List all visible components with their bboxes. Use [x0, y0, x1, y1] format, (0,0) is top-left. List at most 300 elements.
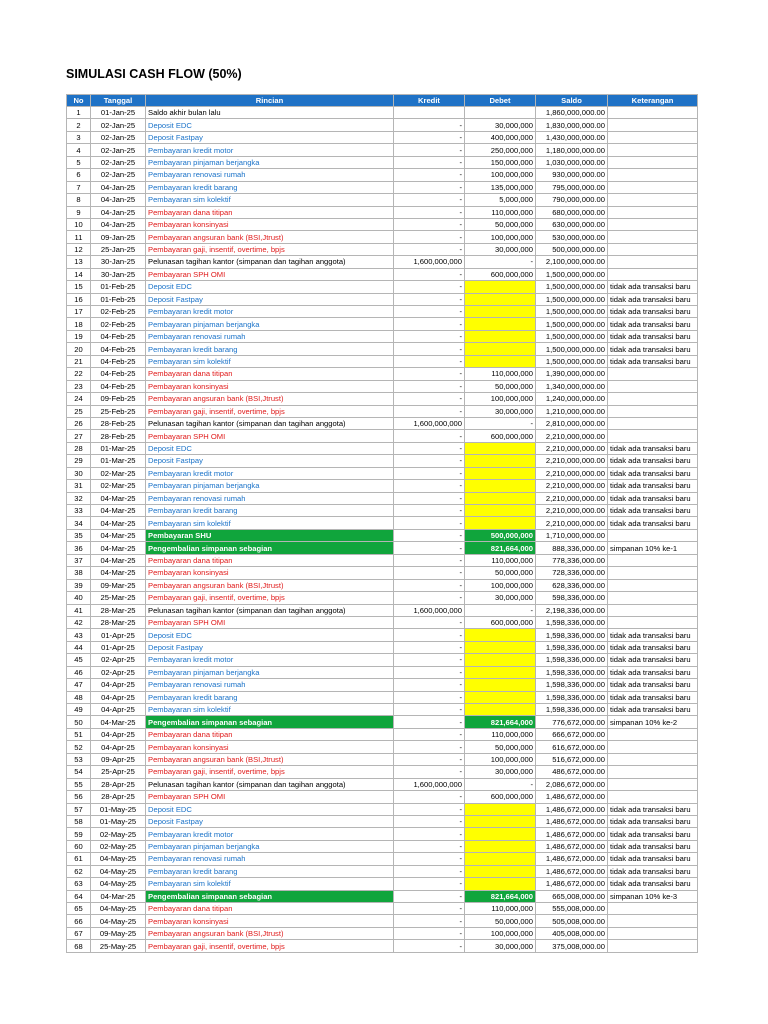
cell-kredit[interactable]: - — [394, 467, 465, 479]
cell-saldo[interactable]: 2,210,000,000.00 — [536, 442, 608, 454]
cell-debet[interactable]: 100,000,000 — [465, 579, 536, 591]
cell-tanggal[interactable]: 09-Jan-25 — [91, 231, 146, 243]
cell-tanggal[interactable]: 02-Jan-25 — [91, 131, 146, 143]
cell-tanggal[interactable]: 04-Mar-25 — [91, 505, 146, 517]
cell-keterangan[interactable] — [608, 417, 698, 429]
cell-kredit[interactable]: - — [394, 579, 465, 591]
cell-saldo[interactable]: 598,336,000.00 — [536, 592, 608, 604]
cell-keterangan[interactable]: tidak ada transaksi baru — [608, 442, 698, 454]
cell-rincian[interactable]: Pembayaran SPH OMI — [146, 268, 394, 280]
cell-kredit[interactable]: - — [394, 505, 465, 517]
cell-no[interactable]: 33 — [67, 505, 91, 517]
cell-tanggal[interactable]: 04-Jan-25 — [91, 206, 146, 218]
cell-no[interactable]: 9 — [67, 206, 91, 218]
cell-no[interactable]: 3 — [67, 131, 91, 143]
cell-keterangan[interactable] — [608, 940, 698, 952]
cell-keterangan[interactable]: tidak ada transaksi baru — [608, 641, 698, 653]
cell-keterangan[interactable] — [608, 243, 698, 255]
cell-rincian[interactable]: Pembayaran konsinyasi — [146, 915, 394, 927]
cell-debet[interactable]: 50,000,000 — [465, 915, 536, 927]
cell-no[interactable]: 68 — [67, 940, 91, 952]
cell-kredit[interactable]: - — [394, 666, 465, 678]
cell-keterangan[interactable]: tidak ada transaksi baru — [608, 828, 698, 840]
cell-saldo[interactable]: 1,500,000,000.00 — [536, 281, 608, 293]
header-rincian[interactable]: Rincian — [146, 95, 394, 107]
cell-tanggal[interactable]: 02-Apr-25 — [91, 666, 146, 678]
cell-keterangan[interactable] — [608, 766, 698, 778]
cell-rincian[interactable]: Pembayaran angsuran bank (BSI,Jtrust) — [146, 231, 394, 243]
cell-saldo[interactable]: 795,000,000.00 — [536, 181, 608, 193]
cell-kredit[interactable]: - — [394, 119, 465, 131]
cell-saldo[interactable]: 2,086,672,000.00 — [536, 778, 608, 790]
cell-no[interactable]: 63 — [67, 878, 91, 890]
cell-no[interactable]: 42 — [67, 616, 91, 628]
cell-rincian[interactable]: Deposit Fastpay — [146, 131, 394, 143]
cell-rincian[interactable]: Pembayaran angsuran bank (BSI,Jtrust) — [146, 927, 394, 939]
cell-keterangan[interactable] — [608, 368, 698, 380]
cell-kredit[interactable]: - — [394, 753, 465, 765]
header-debet[interactable]: Debet — [465, 95, 536, 107]
cell-tanggal[interactable]: 04-Feb-25 — [91, 330, 146, 342]
cell-saldo[interactable]: 888,336,000.00 — [536, 542, 608, 554]
cell-rincian[interactable]: Pembayaran kredit motor — [146, 144, 394, 156]
cell-tanggal[interactable]: 25-May-25 — [91, 940, 146, 952]
cell-tanggal[interactable]: 28-Mar-25 — [91, 604, 146, 616]
cell-rincian[interactable]: Pembayaran kredit barang — [146, 865, 394, 877]
cell-kredit[interactable]: - — [394, 741, 465, 753]
cell-kredit[interactable]: - — [394, 567, 465, 579]
cell-tanggal[interactable]: 09-Apr-25 — [91, 753, 146, 765]
cell-tanggal[interactable]: 01-Feb-25 — [91, 281, 146, 293]
cell-keterangan[interactable] — [608, 380, 698, 392]
cell-kredit[interactable]: - — [394, 144, 465, 156]
cell-keterangan[interactable]: tidak ada transaksi baru — [608, 691, 698, 703]
cell-rincian[interactable]: Pembayaran renovasi rumah — [146, 492, 394, 504]
cell-keterangan[interactable] — [608, 592, 698, 604]
cell-keterangan[interactable]: tidak ada transaksi baru — [608, 517, 698, 529]
cell-debet[interactable]: 100,000,000 — [465, 753, 536, 765]
cell-rincian[interactable]: Pembayaran kredit motor — [146, 828, 394, 840]
cell-debet[interactable]: 30,000,000 — [465, 243, 536, 255]
cell-debet[interactable]: 30,000,000 — [465, 119, 536, 131]
cell-debet[interactable]: 500,000,000 — [465, 529, 536, 541]
cell-keterangan[interactable]: tidak ada transaksi baru — [608, 355, 698, 367]
cell-tanggal[interactable]: 01-May-25 — [91, 803, 146, 815]
cell-no[interactable]: 15 — [67, 281, 91, 293]
cell-no[interactable]: 11 — [67, 231, 91, 243]
cell-no[interactable]: 23 — [67, 380, 91, 392]
cell-no[interactable]: 12 — [67, 243, 91, 255]
cell-keterangan[interactable] — [608, 903, 698, 915]
cell-keterangan[interactable]: tidak ada transaksi baru — [608, 281, 698, 293]
cell-saldo[interactable]: 1,500,000,000.00 — [536, 306, 608, 318]
cell-no[interactable]: 64 — [67, 890, 91, 902]
cell-saldo[interactable]: 1,486,672,000.00 — [536, 878, 608, 890]
cell-rincian[interactable]: Pembayaran angsuran bank (BSI,Jtrust) — [146, 753, 394, 765]
cell-saldo[interactable]: 375,008,000.00 — [536, 940, 608, 952]
cell-keterangan[interactable]: tidak ada transaksi baru — [608, 666, 698, 678]
cell-keterangan[interactable] — [608, 579, 698, 591]
cell-no[interactable]: 32 — [67, 492, 91, 504]
cell-no[interactable]: 55 — [67, 778, 91, 790]
cell-kredit[interactable]: - — [394, 803, 465, 815]
cell-rincian[interactable]: Pembayaran pinjaman berjangka — [146, 840, 394, 852]
cell-rincian[interactable]: Pembayaran renovasi rumah — [146, 330, 394, 342]
cell-no[interactable]: 30 — [67, 467, 91, 479]
cell-kredit[interactable]: - — [394, 194, 465, 206]
cell-rincian[interactable]: Pembayaran pinjaman berjangka — [146, 156, 394, 168]
cell-rincian[interactable]: Pembayaran pinjaman berjangka — [146, 480, 394, 492]
cell-kredit[interactable]: - — [394, 306, 465, 318]
header-saldo[interactable]: Saldo — [536, 95, 608, 107]
cell-kredit[interactable]: - — [394, 405, 465, 417]
cell-keterangan[interactable]: tidak ada transaksi baru — [608, 306, 698, 318]
cell-kredit[interactable]: - — [394, 480, 465, 492]
cell-rincian[interactable]: Pengembalian simpanan sebagian — [146, 542, 394, 554]
cell-debet[interactable]: 30,000,000 — [465, 592, 536, 604]
cell-keterangan[interactable] — [608, 206, 698, 218]
cell-rincian[interactable]: Pembayaran kredit barang — [146, 691, 394, 703]
cell-debet[interactable] — [465, 455, 536, 467]
cell-tanggal[interactable]: 04-Apr-25 — [91, 704, 146, 716]
cell-tanggal[interactable]: 04-Mar-25 — [91, 890, 146, 902]
cell-no[interactable]: 7 — [67, 181, 91, 193]
cell-rincian[interactable]: Deposit Fastpay — [146, 455, 394, 467]
cell-tanggal[interactable]: 04-May-25 — [91, 878, 146, 890]
cell-kredit[interactable]: - — [394, 940, 465, 952]
cell-tanggal[interactable]: 02-Mar-25 — [91, 467, 146, 479]
cell-no[interactable]: 27 — [67, 430, 91, 442]
cell-keterangan[interactable]: tidak ada transaksi baru — [608, 815, 698, 827]
cell-debet[interactable]: 600,000,000 — [465, 616, 536, 628]
cell-tanggal[interactable]: 09-May-25 — [91, 927, 146, 939]
cell-kredit[interactable]: - — [394, 206, 465, 218]
cell-kredit[interactable]: - — [394, 641, 465, 653]
cell-saldo[interactable]: 1,500,000,000.00 — [536, 343, 608, 355]
cell-no[interactable]: 62 — [67, 865, 91, 877]
cell-keterangan[interactable]: tidak ada transaksi baru — [608, 467, 698, 479]
cell-keterangan[interactable]: tidak ada transaksi baru — [608, 679, 698, 691]
cell-rincian[interactable]: Deposit EDC — [146, 119, 394, 131]
cell-no[interactable]: 65 — [67, 903, 91, 915]
cell-rincian[interactable]: Pembayaran sim kolektif — [146, 517, 394, 529]
cell-no[interactable]: 46 — [67, 666, 91, 678]
cell-keterangan[interactable]: tidak ada transaksi baru — [608, 343, 698, 355]
cell-debet[interactable]: - — [465, 604, 536, 616]
cell-rincian[interactable]: Deposit EDC — [146, 442, 394, 454]
cell-kredit[interactable]: - — [394, 131, 465, 143]
cell-debet[interactable] — [465, 641, 536, 653]
cell-no[interactable]: 8 — [67, 194, 91, 206]
cell-keterangan[interactable] — [608, 131, 698, 143]
cell-tanggal[interactable]: 28-Apr-25 — [91, 791, 146, 803]
cell-kredit[interactable]: - — [394, 492, 465, 504]
cell-keterangan[interactable] — [608, 194, 698, 206]
cell-no[interactable]: 19 — [67, 330, 91, 342]
cell-tanggal[interactable]: 04-Feb-25 — [91, 380, 146, 392]
cell-keterangan[interactable] — [608, 181, 698, 193]
cell-kredit[interactable]: 1,600,000,000 — [394, 604, 465, 616]
cell-rincian[interactable]: Pembayaran gaji, insentif, overtime, bpjs — [146, 766, 394, 778]
cell-debet[interactable] — [465, 803, 536, 815]
cell-debet[interactable]: 821,664,000 — [465, 890, 536, 902]
cell-keterangan[interactable] — [608, 169, 698, 181]
cell-saldo[interactable]: 2,210,000,000.00 — [536, 517, 608, 529]
cell-keterangan[interactable]: simpanan 10% ke-1 — [608, 542, 698, 554]
cell-tanggal[interactable]: 30-Jan-25 — [91, 268, 146, 280]
cell-tanggal[interactable]: 28-Feb-25 — [91, 430, 146, 442]
cell-saldo[interactable]: 1,500,000,000.00 — [536, 330, 608, 342]
cell-rincian[interactable]: Pelunasan tagihan kantor (simpanan dan tagihan anggota) — [146, 256, 394, 268]
cell-debet[interactable] — [465, 107, 536, 119]
cell-keterangan[interactable]: tidak ada transaksi baru — [608, 853, 698, 865]
cell-keterangan[interactable]: tidak ada transaksi baru — [608, 480, 698, 492]
cell-kredit[interactable]: - — [394, 691, 465, 703]
cell-no[interactable]: 6 — [67, 169, 91, 181]
cell-tanggal[interactable]: 28-Mar-25 — [91, 616, 146, 628]
cell-saldo[interactable]: 2,210,000,000.00 — [536, 467, 608, 479]
cell-saldo[interactable]: 778,336,000.00 — [536, 554, 608, 566]
cell-rincian[interactable]: Pelunasan tagihan kantor (simpanan dan tagihan anggota) — [146, 604, 394, 616]
cell-debet[interactable] — [465, 306, 536, 318]
cell-rincian[interactable]: Pembayaran SHU — [146, 529, 394, 541]
cell-tanggal[interactable]: 02-Mar-25 — [91, 480, 146, 492]
cell-no[interactable]: 16 — [67, 293, 91, 305]
cell-keterangan[interactable]: simpanan 10% ke-3 — [608, 890, 698, 902]
cell-kredit[interactable]: - — [394, 927, 465, 939]
cell-saldo[interactable]: 500,000,000.00 — [536, 243, 608, 255]
cell-debet[interactable]: 821,664,000 — [465, 542, 536, 554]
cell-no[interactable]: 49 — [67, 704, 91, 716]
cell-tanggal[interactable]: 04-Mar-25 — [91, 529, 146, 541]
cell-debet[interactable] — [465, 679, 536, 691]
cell-keterangan[interactable] — [608, 218, 698, 230]
cell-keterangan[interactable] — [608, 604, 698, 616]
cell-debet[interactable] — [465, 480, 536, 492]
cell-rincian[interactable]: Deposit Fastpay — [146, 293, 394, 305]
cell-saldo[interactable]: 2,210,000,000.00 — [536, 430, 608, 442]
cell-debet[interactable] — [465, 878, 536, 890]
cell-saldo[interactable]: 1,598,336,000.00 — [536, 629, 608, 641]
cell-no[interactable]: 24 — [67, 393, 91, 405]
cell-kredit[interactable]: - — [394, 716, 465, 728]
cell-debet[interactable]: - — [465, 256, 536, 268]
cell-no[interactable]: 25 — [67, 405, 91, 417]
cell-tanggal[interactable]: 01-Apr-25 — [91, 629, 146, 641]
cell-rincian[interactable]: Pembayaran gaji, insentif, overtime, bpjs — [146, 405, 394, 417]
cell-rincian[interactable]: Pembayaran angsuran bank (BSI,Jtrust) — [146, 579, 394, 591]
cell-tanggal[interactable]: 04-Apr-25 — [91, 679, 146, 691]
cell-saldo[interactable]: 2,810,000,000.00 — [536, 417, 608, 429]
cell-no[interactable]: 43 — [67, 629, 91, 641]
cell-rincian[interactable]: Pembayaran konsinyasi — [146, 567, 394, 579]
cell-saldo[interactable]: 1,598,336,000.00 — [536, 666, 608, 678]
cell-saldo[interactable]: 1,500,000,000.00 — [536, 268, 608, 280]
cell-no[interactable]: 60 — [67, 840, 91, 852]
cell-rincian[interactable]: Pembayaran kredit motor — [146, 654, 394, 666]
cell-keterangan[interactable] — [608, 144, 698, 156]
cell-kredit[interactable]: - — [394, 380, 465, 392]
cell-no[interactable]: 47 — [67, 679, 91, 691]
cell-keterangan[interactable] — [608, 107, 698, 119]
cell-keterangan[interactable] — [608, 778, 698, 790]
cell-debet[interactable] — [465, 704, 536, 716]
cell-saldo[interactable]: 1,598,336,000.00 — [536, 679, 608, 691]
cell-keterangan[interactable]: tidak ada transaksi baru — [608, 704, 698, 716]
cell-rincian[interactable]: Pengembalian simpanan sebagian — [146, 890, 394, 902]
cell-debet[interactable] — [465, 343, 536, 355]
cell-saldo[interactable]: 1,210,000,000.00 — [536, 405, 608, 417]
cell-tanggal[interactable]: 01-Apr-25 — [91, 641, 146, 653]
cell-tanggal[interactable]: 01-Feb-25 — [91, 293, 146, 305]
cell-tanggal[interactable]: 04-May-25 — [91, 915, 146, 927]
cell-saldo[interactable]: 1,598,336,000.00 — [536, 691, 608, 703]
cell-debet[interactable] — [465, 355, 536, 367]
cell-debet[interactable] — [465, 654, 536, 666]
cell-no[interactable]: 1 — [67, 107, 91, 119]
cell-rincian[interactable]: Deposit EDC — [146, 629, 394, 641]
cell-debet[interactable]: 50,000,000 — [465, 218, 536, 230]
cell-no[interactable]: 2 — [67, 119, 91, 131]
cell-saldo[interactable]: 1,500,000,000.00 — [536, 293, 608, 305]
cell-tanggal[interactable]: 02-Jan-25 — [91, 156, 146, 168]
cell-no[interactable]: 44 — [67, 641, 91, 653]
cell-saldo[interactable]: 486,672,000.00 — [536, 766, 608, 778]
cell-rincian[interactable]: Deposit Fastpay — [146, 815, 394, 827]
cell-rincian[interactable]: Pembayaran sim kolektif — [146, 194, 394, 206]
cell-saldo[interactable]: 680,000,000.00 — [536, 206, 608, 218]
cell-keterangan[interactable]: tidak ada transaksi baru — [608, 330, 698, 342]
cell-rincian[interactable]: Pembayaran kredit barang — [146, 181, 394, 193]
cell-no[interactable]: 20 — [67, 343, 91, 355]
cell-rincian[interactable]: Pembayaran renovasi rumah — [146, 679, 394, 691]
cell-keterangan[interactable] — [608, 616, 698, 628]
cell-tanggal[interactable]: 02-Apr-25 — [91, 654, 146, 666]
cell-saldo[interactable]: 1,598,336,000.00 — [536, 704, 608, 716]
cell-saldo[interactable]: 1,486,672,000.00 — [536, 828, 608, 840]
cell-saldo[interactable]: 1,486,672,000.00 — [536, 815, 608, 827]
cell-keterangan[interactable] — [608, 529, 698, 541]
cell-keterangan[interactable]: tidak ada transaksi baru — [608, 293, 698, 305]
cell-kredit[interactable]: - — [394, 455, 465, 467]
cell-tanggal[interactable]: 04-Mar-25 — [91, 542, 146, 554]
cell-debet[interactable] — [465, 517, 536, 529]
cell-no[interactable]: 26 — [67, 417, 91, 429]
cell-saldo[interactable]: 2,210,000,000.00 — [536, 455, 608, 467]
cell-rincian[interactable]: Deposit EDC — [146, 803, 394, 815]
cell-tanggal[interactable]: 04-May-25 — [91, 903, 146, 915]
cell-no[interactable]: 21 — [67, 355, 91, 367]
cell-tanggal[interactable]: 04-Apr-25 — [91, 741, 146, 753]
cell-rincian[interactable]: Pelunasan tagihan kantor (simpanan dan tagihan anggota) — [146, 778, 394, 790]
cell-keterangan[interactable] — [608, 156, 698, 168]
cell-rincian[interactable]: Pembayaran konsinyasi — [146, 741, 394, 753]
cell-rincian[interactable]: Pembayaran renovasi rumah — [146, 169, 394, 181]
cell-tanggal[interactable]: 02-Feb-25 — [91, 306, 146, 318]
cell-kredit[interactable]: - — [394, 878, 465, 890]
cell-no[interactable]: 56 — [67, 791, 91, 803]
cell-kredit[interactable]: - — [394, 554, 465, 566]
cell-rincian[interactable]: Deposit EDC — [146, 281, 394, 293]
cell-rincian[interactable]: Pembayaran kredit barang — [146, 343, 394, 355]
cell-no[interactable]: 59 — [67, 828, 91, 840]
cell-keterangan[interactable]: tidak ada transaksi baru — [608, 878, 698, 890]
cell-tanggal[interactable]: 04-Jan-25 — [91, 218, 146, 230]
cell-no[interactable]: 38 — [67, 567, 91, 579]
cell-tanggal[interactable]: 04-Feb-25 — [91, 368, 146, 380]
cell-saldo[interactable]: 1,710,000,000.00 — [536, 529, 608, 541]
cell-saldo[interactable]: 1,390,000,000.00 — [536, 368, 608, 380]
cell-kredit[interactable]: - — [394, 293, 465, 305]
cell-debet[interactable]: 110,000,000 — [465, 206, 536, 218]
cell-tanggal[interactable]: 09-Mar-25 — [91, 579, 146, 591]
cell-no[interactable]: 28 — [67, 442, 91, 454]
cell-saldo[interactable]: 516,672,000.00 — [536, 753, 608, 765]
cell-tanggal[interactable]: 04-May-25 — [91, 865, 146, 877]
cell-debet[interactable]: 100,000,000 — [465, 927, 536, 939]
cell-saldo[interactable]: 665,008,000.00 — [536, 890, 608, 902]
cell-debet[interactable] — [465, 666, 536, 678]
cell-rincian[interactable]: Pembayaran kredit barang — [146, 505, 394, 517]
cell-debet[interactable] — [465, 293, 536, 305]
cell-no[interactable]: 39 — [67, 579, 91, 591]
cell-saldo[interactable]: 1,486,672,000.00 — [536, 853, 608, 865]
cell-keterangan[interactable] — [608, 915, 698, 927]
cell-kredit[interactable]: - — [394, 218, 465, 230]
cell-no[interactable]: 34 — [67, 517, 91, 529]
cell-rincian[interactable]: Pembayaran sim kolektif — [146, 704, 394, 716]
cell-tanggal[interactable]: 04-Mar-25 — [91, 567, 146, 579]
cell-kredit[interactable]: - — [394, 791, 465, 803]
cell-no[interactable]: 61 — [67, 853, 91, 865]
cell-keterangan[interactable] — [608, 231, 698, 243]
cell-debet[interactable]: 50,000,000 — [465, 380, 536, 392]
cell-debet[interactable]: - — [465, 417, 536, 429]
cell-debet[interactable]: 600,000,000 — [465, 268, 536, 280]
cell-rincian[interactable]: Pembayaran gaji, insentif, overtime, bpjs — [146, 243, 394, 255]
cell-saldo[interactable]: 628,336,000.00 — [536, 579, 608, 591]
cell-rincian[interactable]: Pembayaran renovasi rumah — [146, 853, 394, 865]
cell-saldo[interactable]: 1,500,000,000.00 — [536, 355, 608, 367]
cell-tanggal[interactable]: 02-May-25 — [91, 840, 146, 852]
cell-no[interactable]: 48 — [67, 691, 91, 703]
cell-tanggal[interactable]: 01-Jan-25 — [91, 107, 146, 119]
cell-rincian[interactable]: Deposit Fastpay — [146, 641, 394, 653]
cell-keterangan[interactable]: tidak ada transaksi baru — [608, 803, 698, 815]
cell-debet[interactable] — [465, 840, 536, 852]
cell-debet[interactable] — [465, 629, 536, 641]
cell-kredit[interactable]: - — [394, 355, 465, 367]
cell-saldo[interactable]: 1,486,672,000.00 — [536, 791, 608, 803]
cell-debet[interactable] — [465, 492, 536, 504]
cell-rincian[interactable]: Pembayaran kredit motor — [146, 467, 394, 479]
cell-debet[interactable] — [465, 691, 536, 703]
cell-saldo[interactable]: 405,008,000.00 — [536, 927, 608, 939]
cell-keterangan[interactable] — [608, 728, 698, 740]
cell-saldo[interactable]: 1,598,336,000.00 — [536, 616, 608, 628]
cell-tanggal[interactable]: 02-Jan-25 — [91, 169, 146, 181]
cell-rincian[interactable]: Pembayaran gaji, insentif, overtime, bpjs — [146, 592, 394, 604]
cell-debet[interactable] — [465, 442, 536, 454]
cell-rincian[interactable]: Pembayaran konsinyasi — [146, 218, 394, 230]
cell-kredit[interactable]: - — [394, 629, 465, 641]
cell-saldo[interactable]: 2,210,000,000.00 — [536, 492, 608, 504]
cell-tanggal[interactable]: 04-Jan-25 — [91, 194, 146, 206]
cell-debet[interactable]: - — [465, 778, 536, 790]
cell-saldo[interactable]: 1,486,672,000.00 — [536, 840, 608, 852]
cell-kredit[interactable]: - — [394, 181, 465, 193]
cell-no[interactable]: 37 — [67, 554, 91, 566]
